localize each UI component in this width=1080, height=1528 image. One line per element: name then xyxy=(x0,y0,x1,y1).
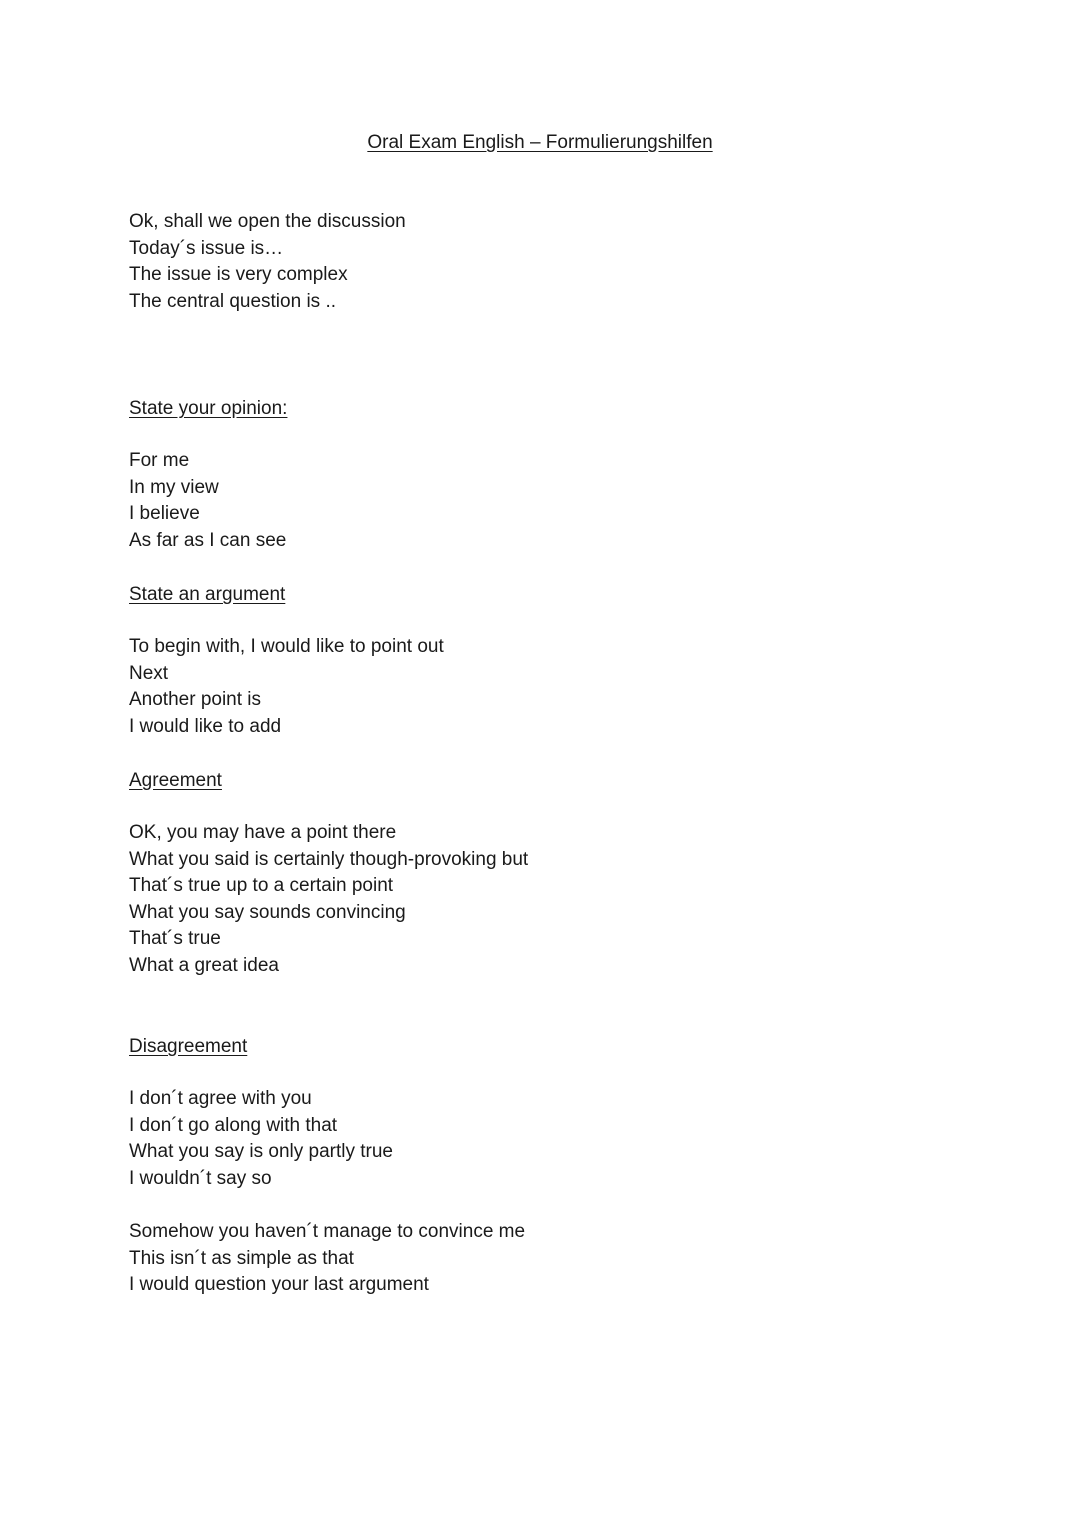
opinion-phrase: In my view xyxy=(129,476,219,498)
opinion-phrase: For me xyxy=(129,450,190,471)
intro-phrase: The issue is very complex xyxy=(129,264,348,286)
document-title: Oral Exam English – Formulierungshilfen xyxy=(367,132,713,153)
section-heading-argument: State an argument xyxy=(129,584,286,605)
argument-phrase: Next xyxy=(129,662,169,684)
opinion-phrase: I believe xyxy=(129,503,200,525)
argument-phrase: I would like to add xyxy=(129,715,282,737)
disagreement-phrase: I wouldn´t say so xyxy=(129,1167,272,1189)
intro-phrases xyxy=(129,209,406,315)
section-heading-agreement: Agreement xyxy=(129,770,222,791)
agreement-phrase: What a great idea xyxy=(129,954,279,976)
agreement-phrase: What you said is certainly though-provoking but xyxy=(129,848,529,870)
argument-phrase: Another point is xyxy=(129,689,262,711)
disagreement-phrases-more xyxy=(129,1219,525,1299)
disagreement-phrase: I don´t agree with you xyxy=(129,1088,312,1109)
intro-phrase: Today´s issue is… xyxy=(129,237,284,259)
agreement-phrase: OK, you may have a point there xyxy=(129,822,397,843)
disagreement-phrase: Somehow you haven´t manage to convince me xyxy=(129,1221,526,1242)
agreement-phrase: That´s true up to a certain point xyxy=(129,875,394,897)
agreement-phrase: What you say sounds convincing xyxy=(129,901,406,923)
opinion-phrase: As far as I can see xyxy=(129,529,287,551)
section-heading-opinion: State your opinion: xyxy=(129,398,288,419)
disagreement-phrase: This isn´t as simple as that xyxy=(129,1247,354,1269)
agreement-phrases xyxy=(129,820,528,980)
argument-phrases xyxy=(129,634,444,740)
agreement-phrase: That´s true xyxy=(129,928,221,950)
disagreement-phrase: I would question your last argument xyxy=(129,1274,429,1296)
disagreement-phrase: I don´t go along with that xyxy=(129,1114,338,1136)
disagreement-phrases xyxy=(129,1086,393,1192)
disagreement-phrase: What you say is only partly true xyxy=(129,1141,393,1163)
intro-phrase: Ok, shall we open the discussion xyxy=(129,211,406,232)
argument-phrase: To begin with, I would like to point out xyxy=(129,636,444,657)
opinion-phrases xyxy=(129,448,286,554)
section-heading-disagreement: Disagreement xyxy=(129,1036,248,1057)
intro-phrase: The central question is .. xyxy=(129,290,336,312)
